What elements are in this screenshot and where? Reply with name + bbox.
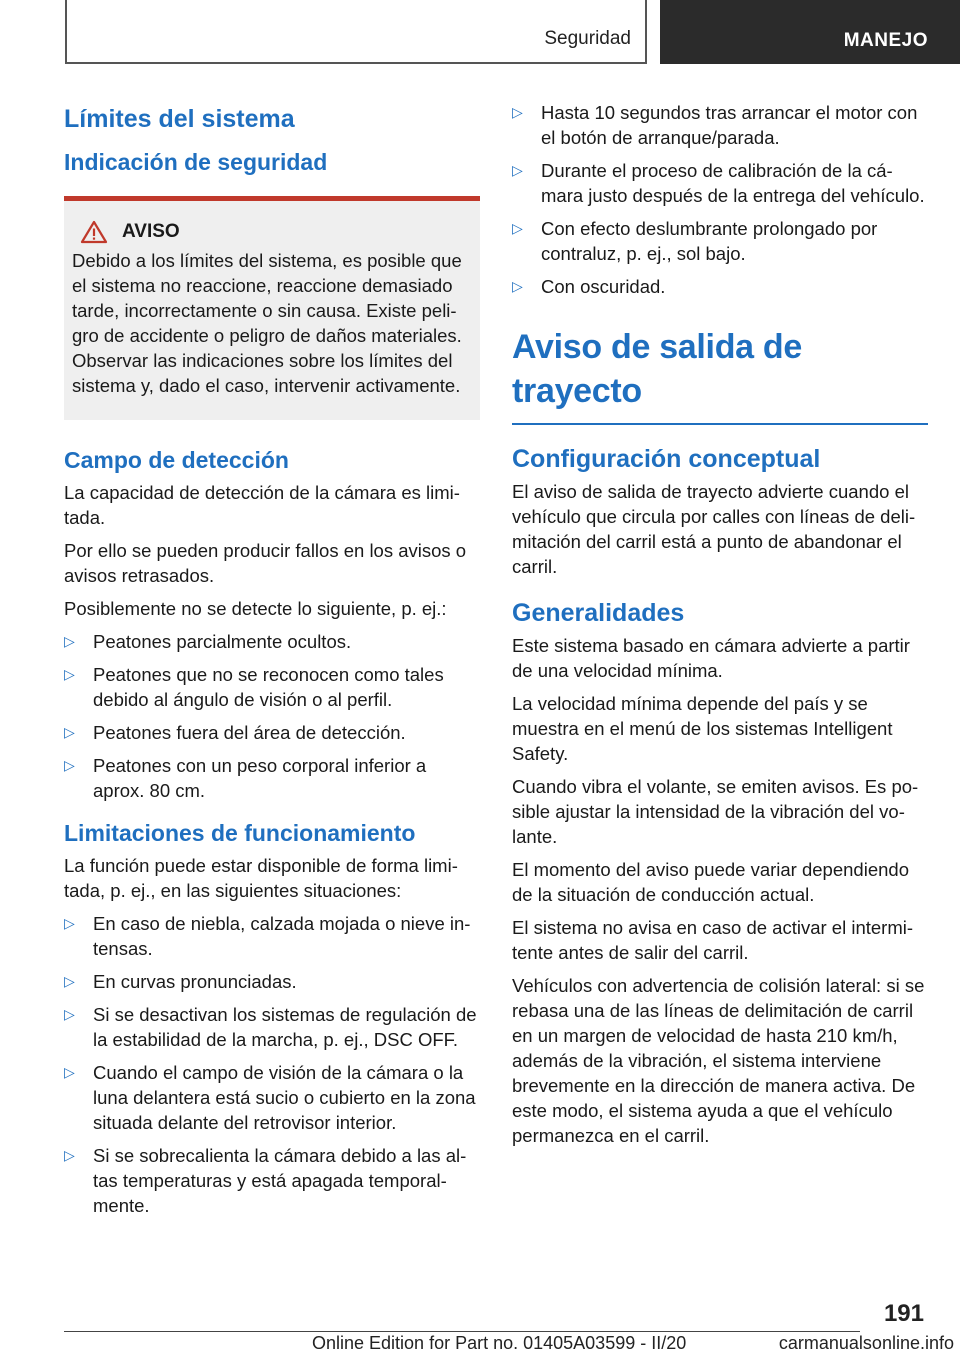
list-item: ▷ Con efecto deslumbrante prolongado por contraluz, p. ej., sol bajo. — [512, 218, 878, 264]
list-item: ▷ Con oscuridad. — [512, 276, 666, 297]
limits-list-continued — [512, 100, 928, 299]
chapter-label: MANEJO — [843, 30, 928, 51]
warning-box — [64, 196, 480, 420]
section-heading: Límites del sistema — [64, 105, 295, 133]
general-heading: Generalidades — [512, 599, 685, 627]
warning-label: AVISO — [122, 221, 180, 242]
list-item: ▷ En caso de niebla, calzada mojada o nieve intensas. — [64, 913, 471, 959]
footer-divider — [64, 1331, 860, 1332]
page-number: 191 — [883, 1300, 924, 1327]
left-column — [64, 100, 480, 1230]
chapter-heading: Aviso de salida de trayecto — [512, 328, 803, 410]
list-item: ▷ Cuando el campo de visión de la cámara o la luna delantera está sucio o cubierto en la zona situada delante del retrovisor interior. — [64, 1062, 476, 1133]
paragraph: Este sistema basado en cámara advierte a partir de una velocidad mínima. — [512, 635, 910, 681]
list-item: ▷ Peatones parcialmente ocultos. — [64, 631, 352, 652]
paragraph: La velocidad mínima depende del país y se muestra en el menú de los sistemas Intelligent Safety. — [512, 693, 893, 764]
paragraph: La capacidad de detección de la cámara es limitada. — [64, 482, 460, 528]
paragraph: La función puede estar disponible de forma limitada, p. ej., en las siguientes situaciones: — [64, 855, 458, 901]
paragraph: El momento del aviso puede variar dependiendo de la situación de conducción actual. — [512, 859, 909, 905]
limits-list — [64, 911, 480, 1218]
list-item: ▷ Hasta 10 segundos tras arrancar el motor con el botón de arranque/parada. — [512, 102, 918, 148]
right-column — [512, 100, 928, 1156]
list-item: ▷ Si se sobrecalienta la cámara debido a las altas temperaturas y está apagada temporalmente. — [64, 1145, 467, 1216]
concept-heading: Configuración conceptual — [512, 445, 821, 473]
list-item: ▷ En curvas pronunciadas. — [64, 971, 297, 992]
paragraph: El aviso de salida de trayecto advierte cuando el vehículo que circula por calles con líneas de delimitación del carril está a punto de abandonar el carril. — [512, 481, 916, 577]
section-title: Seguridad — [544, 28, 631, 49]
triangle-bullet-icon: ▷ — [64, 724, 75, 740]
triangle-bullet-icon: ▷ — [64, 757, 75, 773]
header-box — [65, 0, 647, 64]
warning-header — [72, 219, 472, 244]
watermark-site: carmanualsonline.info — [778, 1333, 954, 1353]
chapter-tab — [660, 0, 960, 64]
safety-heading: Indicación de seguridad — [64, 149, 328, 175]
triangle-bullet-icon: ▷ — [64, 1006, 75, 1022]
list-item: ▷ Si se desactivan los sistemas de regulación de la estabilidad de la marcha, p. ej., DSC OFF. — [64, 1004, 477, 1050]
triangle-bullet-icon: ▷ — [512, 220, 523, 236]
triangle-bullet-icon: ▷ — [64, 973, 75, 989]
list-item: ▷ Durante el proceso de calibración de la cámara justo después de la entrega del vehículo. — [512, 160, 925, 206]
triangle-bullet-icon: ▷ — [512, 278, 523, 294]
triangle-bullet-icon: ▷ — [64, 666, 75, 682]
warning-triangle-icon — [80, 220, 108, 244]
detection-heading: Campo de detección — [64, 447, 289, 473]
triangle-bullet-icon: ▷ — [64, 1147, 75, 1163]
list-item: ▷ Peatones fuera del área de detección. — [64, 722, 406, 743]
paragraph: El sistema no avisa en caso de activar el intermitente antes de salir del carril. — [512, 917, 914, 963]
list-item: ▷ Peatones que no se reconocen como tales debido al ángulo de visión o al perfil. — [64, 664, 444, 710]
triangle-bullet-icon: ▷ — [64, 1064, 75, 1080]
edition-note: Online Edition for Part no. 01405A03599 - II/20 — [312, 1333, 687, 1353]
chapter-heading-block — [512, 325, 928, 425]
triangle-bullet-icon: ▷ — [64, 915, 75, 931]
triangle-bullet-icon: ▷ — [512, 162, 523, 178]
paragraph: Cuando vibra el volante, se emiten avisos. Es posible ajustar la intensidad de la vibración del volante. — [512, 776, 919, 847]
limits-heading: Limitaciones de funcionamiento — [64, 820, 416, 846]
triangle-bullet-icon: ▷ — [512, 104, 523, 120]
list-item: ▷ Peatones con un peso corporal inferior a aprox. 80 cm. — [64, 755, 427, 801]
triangle-bullet-icon: ▷ — [64, 633, 75, 649]
paragraph: Posiblemente no se detecte lo siguiente, p. ej.: — [64, 598, 447, 619]
paragraph: Vehículos con advertencia de colisión lateral: si se rebasa una de las líneas de delimitación de carril en un margen de velocidad de hasta 210 km/h, además de la vibración, el sistema interviene brevemente en la dirección de manera activa. De este modo, el sistema ayuda a que el vehículo permanezca en el carril. — [512, 975, 925, 1146]
paragraph: Por ello se pueden producir fallos en los avisos o avisos retrasados. — [64, 540, 467, 586]
warning-text: Debido a los límites del sistema, es posible que el sistema no reaccione, reaccione demasiado tarde, incorrectamente o sin causa. Existe peligro de accidente o peligro de daños materiales. Observar las indicaciones sobre los límites del sistema y, dado el caso, intervenir activamente. — [72, 250, 462, 396]
detection-list — [64, 629, 480, 803]
